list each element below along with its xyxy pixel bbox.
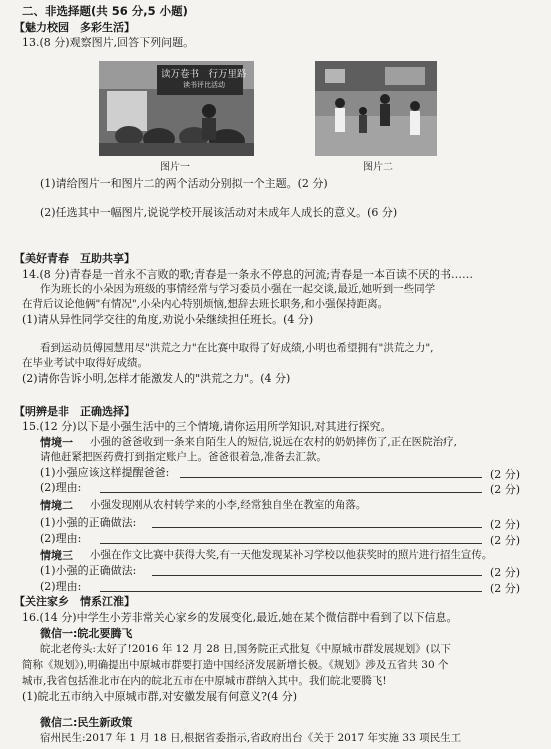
answer-prompt: (1)小强的正确做法:	[40, 516, 137, 529]
scenario-text: 小强在作文比赛中获得大奖,有一天他发现某补习学校以他获奖时的照片进行招生宣传。	[90, 549, 493, 561]
passage-line: 城市,我省包括淮北市在内的皖北五市在中原城市群纳入其中。我们皖北要腾飞!	[22, 675, 387, 687]
scenario-text: 小强发现刚从农村转学来的小李,经常独自坐在教室的角落。	[90, 499, 367, 511]
points-label: (2 分)	[490, 483, 521, 496]
question-14-1: (1)请从异性同学交往的角度,劝说小朵继续担任班长。(4 分)	[22, 313, 314, 326]
passage-line: 在背后议论他俩"有情况",小朵内心特别烦恼,想辞去班长职务,和小强保持距离。	[22, 298, 389, 310]
board-sign-line2: 读书评比活动	[183, 81, 225, 89]
points-label: (2 分)	[490, 534, 521, 547]
passage-line: 宿州民生:2017 年 1 月 18 日,根据省委指示,省政府出台《关于 2017 年实施 33 项民生工	[40, 732, 462, 744]
scenario-label: 情境一	[40, 436, 73, 449]
photo1-caption: 图片一	[160, 162, 190, 173]
block-tag: 【美好青春 互助共享】	[14, 252, 135, 265]
question-13-1: (1)请给图片一和图片二的两个活动分别拟一个主题。(2 分)	[40, 177, 328, 190]
question-13-2: (2)任选其中一幅图片,说说学校开展该活动对未成年人成长的意义。(6 分)	[40, 206, 398, 219]
answer-prompt: (2)理由:	[40, 532, 82, 545]
board-sign-line1: 读万卷书 行万里路	[161, 69, 247, 80]
scenario-text: 小强的爸爸收到一条来自陌生人的短信,说远在农村的奶奶摔伤了,正在医院治疗,	[90, 436, 458, 448]
passage-line: 在毕业考试中取得好成绩。	[22, 357, 148, 369]
photo-reading-activity	[99, 61, 254, 156]
answer-line[interactable]	[100, 492, 482, 493]
answer-prompt: (1)小强应该这样提醒爸爸:	[40, 466, 170, 479]
answer-prompt: (1)小强的正确做法:	[40, 564, 137, 577]
block-tag: 【明辨是非 正确选择】	[14, 405, 135, 418]
points-label: (2 分)	[490, 566, 521, 579]
points-label: (2 分)	[490, 518, 521, 531]
passage-line: 看到运动员傅园慧用尽"洪荒之力"在比赛中取得了好成绩,小明也希望拥有"洪荒之力",	[40, 342, 434, 354]
section-heading: 二、非选择题(共 56 分,5 小题)	[22, 4, 188, 18]
passage-line: 皖北老侉头:太好了!2016 年 12 月 28 日,国务院正式批复《中原城市群发展规划》(以下	[40, 643, 451, 655]
wechat-title: 微信二:民生新政策	[40, 716, 133, 729]
answer-line[interactable]	[100, 591, 482, 592]
answer-prompt: (2)理由:	[40, 481, 82, 494]
question-14-2: (2)请你告诉小明,怎样才能激发人的"洪荒之力"。(4 分)	[22, 372, 291, 385]
playground-scene-image	[315, 61, 437, 156]
block-tag: 【关注家乡 情系江淮】	[14, 595, 135, 608]
answer-line[interactable]	[180, 477, 482, 478]
answer-line[interactable]	[100, 543, 482, 544]
answer-line[interactable]	[152, 575, 482, 576]
question-stem: 13.(8 分)观察图片,回答下列问题。	[22, 36, 195, 49]
points-label: (2 分)	[490, 582, 521, 595]
passage-line: 简称《规划》),明确提出中原城市群要打造中国经济发展新增长极。《规划》涉及五省共 30 个	[22, 659, 449, 671]
photo2-caption: 图片二	[363, 162, 393, 173]
points-label: (2 分)	[490, 468, 521, 481]
scenario-label: 情境三	[40, 549, 73, 562]
passage-line: 作为班长的小朵因为班级的事情经常与学习委员小强在一起交谈,最近,她听到一些同学	[40, 283, 436, 295]
question-stem: 16.(14 分)中学生小芳非常关心家乡的发展变化,最近,她在某个微信群中看到了以下信息。	[22, 611, 458, 624]
wechat-title: 微信一:皖北要腾飞	[40, 627, 133, 640]
question-stem: 15.(12 分)以下是小强生活中的三个情境,请你运用所学知识,对其进行探究。	[22, 420, 392, 433]
scenario-label: 情境二	[40, 499, 73, 512]
answer-line[interactable]	[152, 527, 482, 528]
question-16-1: (1)皖北五市纳入中原城市群,对安徽发展有何意义?(4 分)	[22, 690, 298, 703]
scenario-text: 请他赶紧把医药费打到指定账户上。爸爸很着急,准备去汇款。	[40, 451, 327, 463]
block-tag: 【魅力校园 多彩生活】	[14, 21, 135, 34]
question-stem: 14.(8 分)青春是一首永不言败的歌;青春是一条永不停息的河流;青春是一本百读不厌的书……	[22, 268, 473, 281]
photo-outdoor-activity	[315, 61, 437, 156]
answer-prompt: (2)理由:	[40, 580, 82, 593]
